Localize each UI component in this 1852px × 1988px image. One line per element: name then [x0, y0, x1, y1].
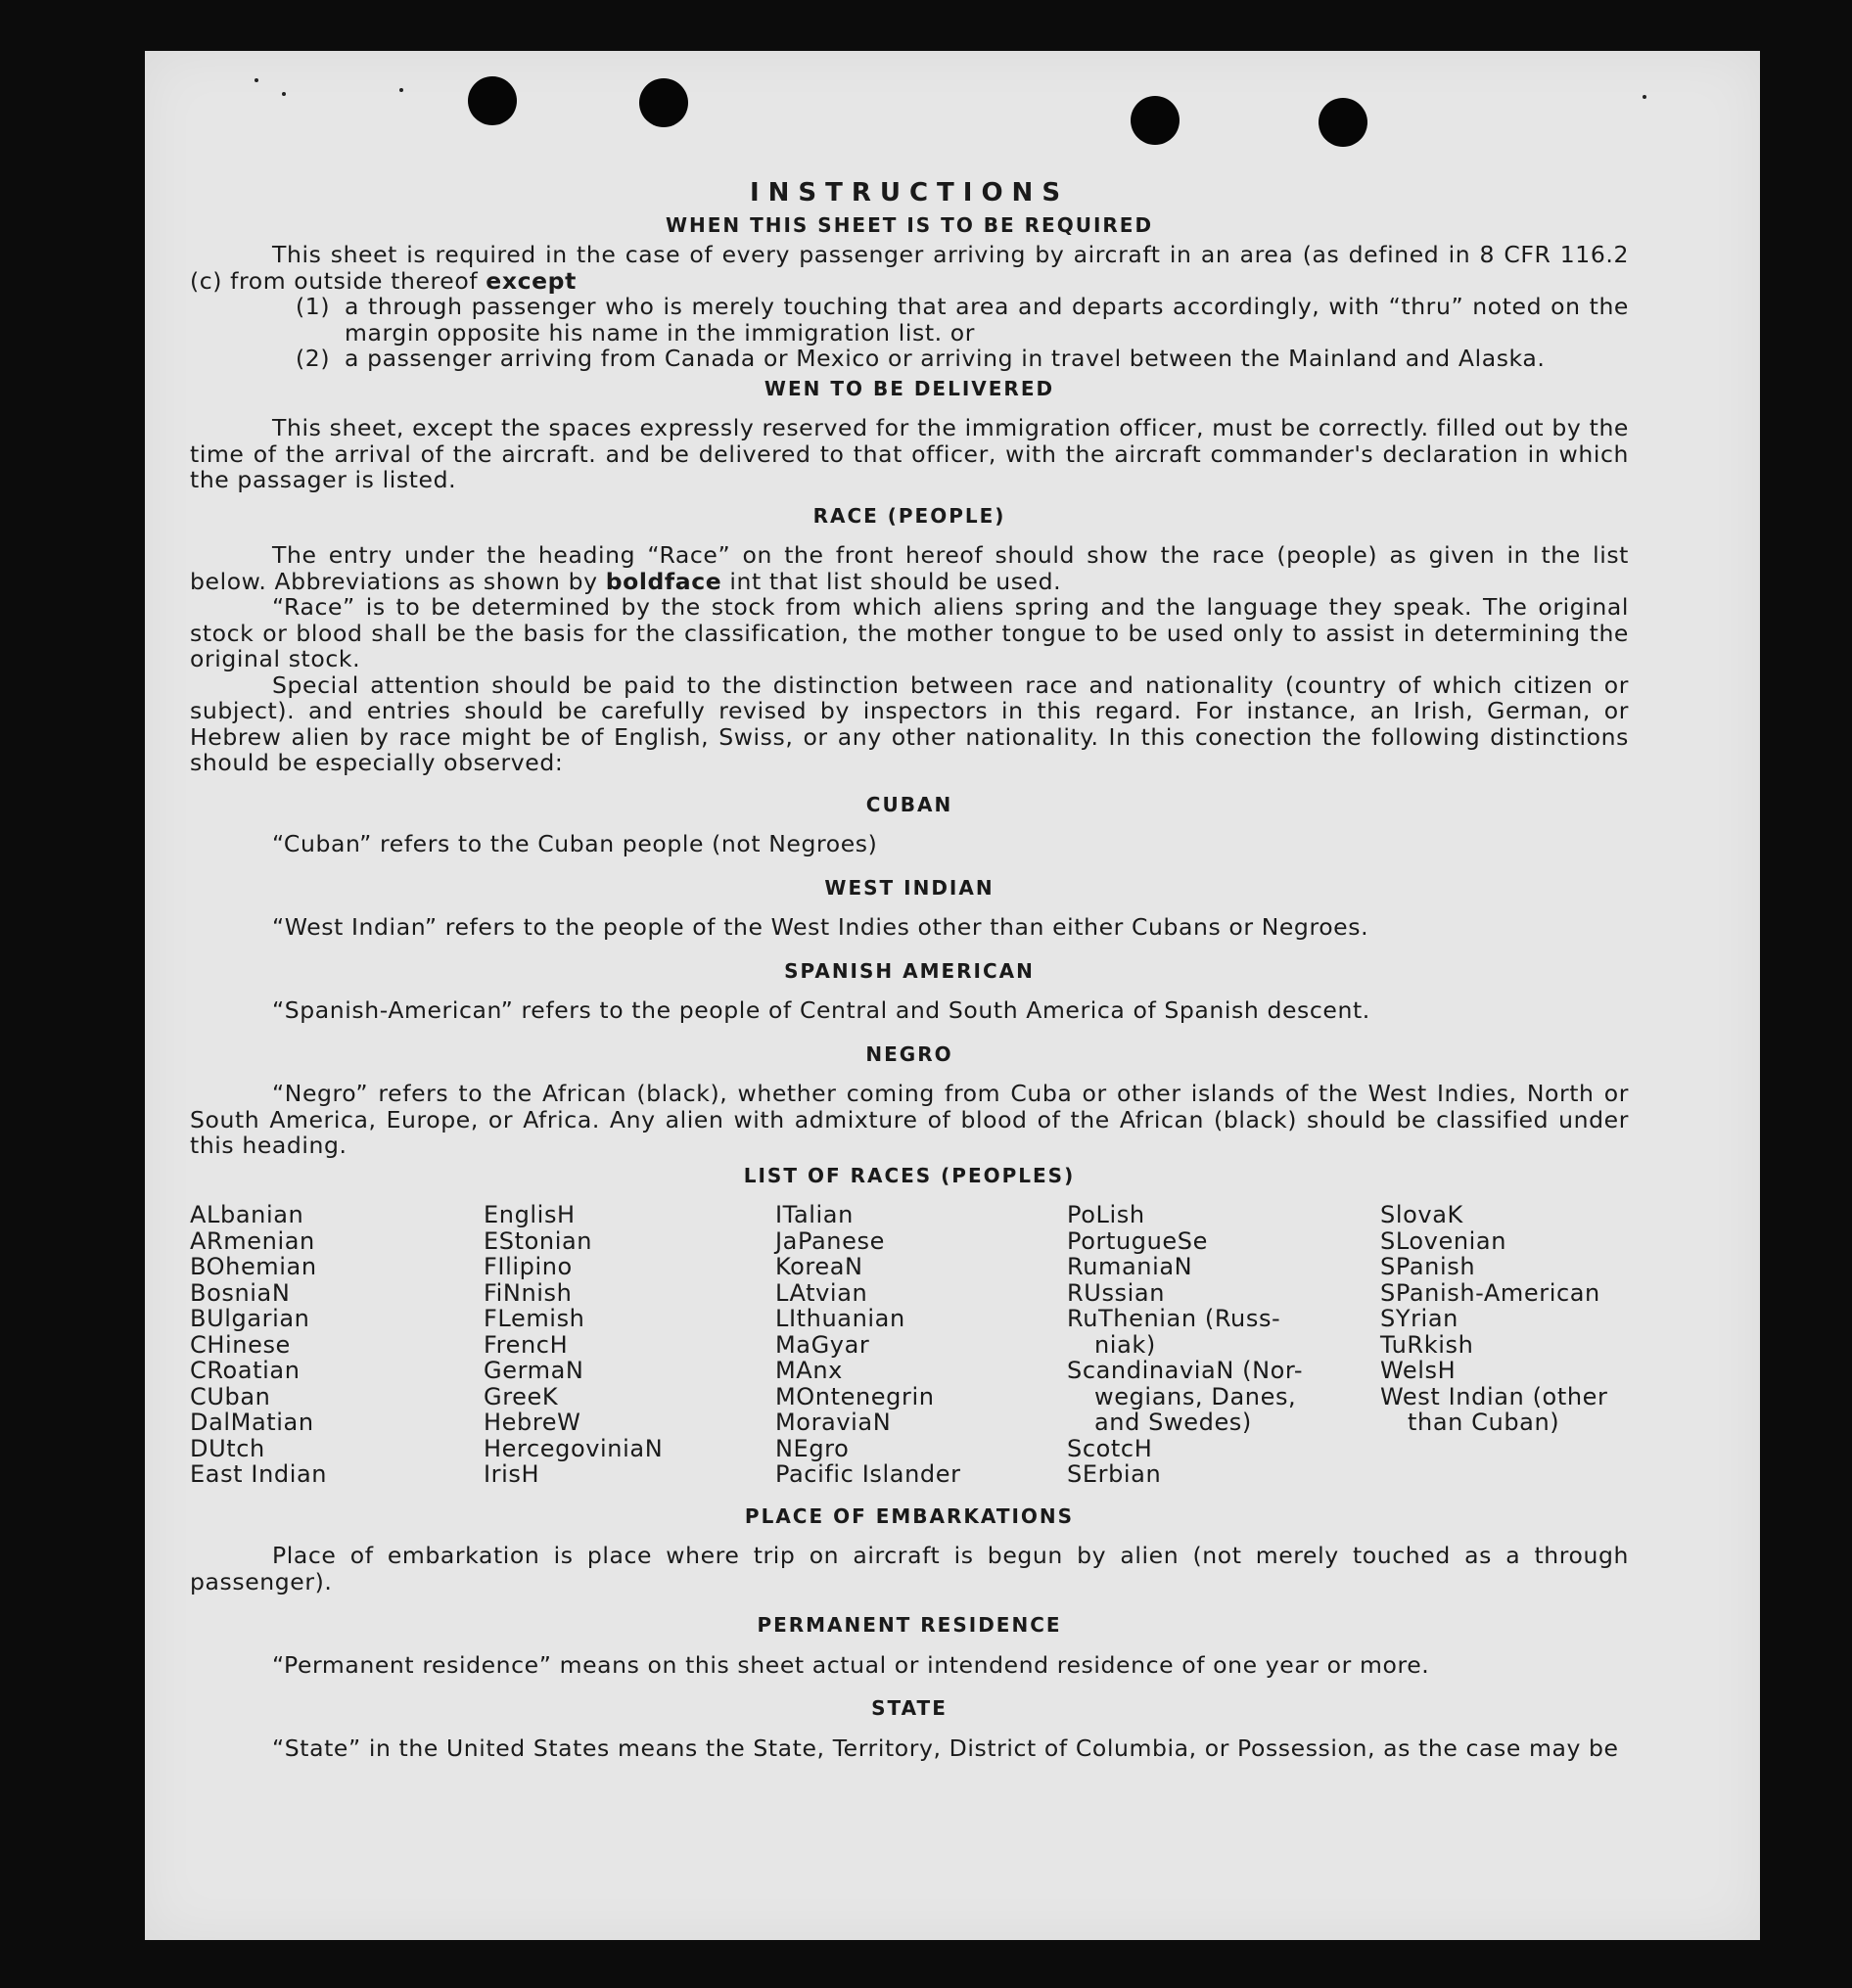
races-column: [1067, 1202, 1380, 1488]
scan-speck: [255, 78, 258, 82]
section-heading-race: RACE (PEOPLE): [812, 503, 1006, 528]
exception-item: (2) a passenger arriving from Canada or Mexico or arriving in travel between the Mainland and Alaska.: [296, 345, 1546, 372]
list-item: ALbanian: [190, 1201, 304, 1228]
list-item: MoraviaN: [775, 1409, 892, 1436]
list-item: LIthuanian: [775, 1305, 905, 1332]
list-item: RumaniaN: [1067, 1253, 1193, 1280]
list-item: FrencH: [484, 1330, 569, 1359]
list-item: BUlgarian: [190, 1305, 310, 1332]
section-heading-list: LIST OF RACES (PEOPLES): [743, 1163, 1076, 1187]
exception-item: (1) a through passenger who is merely touching that area and departs accordingly, with “thru” noted on the margin opposite his name in the immigration list. or: [296, 293, 1629, 347]
list-item: FLemish: [484, 1305, 585, 1332]
races-column: [775, 1202, 1067, 1488]
instructions-content: [190, 180, 1629, 1761]
list-item: TuRkish: [1380, 1330, 1474, 1359]
list-item: SLovenian: [1380, 1226, 1507, 1255]
list-item: IrisH: [484, 1460, 540, 1488]
list-item: DUtch: [190, 1434, 265, 1462]
races-list: [190, 1202, 1629, 1488]
section-heading-negro: NEGRO: [865, 1041, 953, 1066]
list-item: niak): [1094, 1330, 1156, 1359]
list-item: CRoatian: [190, 1357, 301, 1384]
section-heading-delivered: WEN TO BE DELIVERED: [764, 376, 1055, 400]
list-item: CUban: [190, 1382, 271, 1410]
list-item: EStonian: [484, 1226, 593, 1255]
list-item: and Swedes): [1094, 1409, 1252, 1436]
punch-hole: [468, 76, 517, 125]
list-item: HercegoviniaN: [484, 1434, 664, 1462]
punch-hole: [639, 78, 688, 127]
list-item: WelsH: [1380, 1357, 1457, 1384]
list-item: PoLish: [1067, 1201, 1145, 1228]
list-item: SPanish: [1380, 1253, 1476, 1280]
list-item: ScandinaviaN (Nor-: [1067, 1357, 1304, 1384]
list-item: MaGyar: [775, 1330, 870, 1359]
page-title: INSTRUCTIONS: [749, 178, 1070, 208]
list-item: BosniaN: [190, 1278, 291, 1307]
list-item: BOhemian: [190, 1253, 317, 1280]
punch-hole: [1131, 96, 1180, 145]
list-item: PortugueSe: [1067, 1226, 1208, 1255]
list-item: JaPanese: [775, 1226, 885, 1255]
scan-speck: [282, 92, 286, 96]
list-item: CHinese: [190, 1330, 291, 1359]
list-item: DalMatian: [190, 1409, 314, 1436]
section-heading-spanish-american: SPANISH AMERICAN: [784, 958, 1035, 983]
delivered-text: This sheet, except the spaces expressly reserved for the immigration officer, must be correctly. filled out by the time of the arrival of the aircraft. and be delivered to that officer, with the aircraft commander's declaration in which the passager is listed.: [190, 414, 1629, 493]
boldface-bold: boldface: [605, 567, 722, 595]
list-item: GreeK: [484, 1382, 559, 1410]
scan-speck: [399, 88, 403, 92]
west-indian-text: “West Indian” refers to the people of the West Indies other than either Cubans or Negroes.: [272, 913, 1369, 941]
list-item: GermaN: [484, 1357, 584, 1384]
list-item: Pacific Islander: [775, 1460, 961, 1488]
list-item: SYrian: [1380, 1305, 1458, 1332]
list-item: EnglisH: [484, 1201, 576, 1228]
scan-speck: [1643, 95, 1646, 99]
list-item: KoreaN: [775, 1253, 863, 1280]
list-item: ITalian: [775, 1201, 854, 1228]
section-heading-state: STATE: [871, 1696, 948, 1720]
punch-hole: [1319, 98, 1367, 147]
list-item: East Indian: [190, 1460, 328, 1488]
races-column: [190, 1202, 484, 1488]
races-column: [484, 1202, 775, 1488]
list-item: SErbian: [1067, 1460, 1162, 1488]
list-item: RUssian: [1067, 1278, 1166, 1307]
section-heading-residence: PERMANENT RESIDENCE: [757, 1613, 1062, 1637]
spanish-american-text: “Spanish-American” refers to the people of Central and South America of Spanish descent.: [272, 996, 1370, 1024]
residence-text: “Permanent residence” means on this sheet actual or intendend residence of one year or more.: [272, 1650, 1430, 1679]
list-item: HebreW: [484, 1409, 581, 1436]
list-item: West Indian (other: [1380, 1382, 1608, 1410]
list-item: FIlipino: [484, 1253, 573, 1280]
section-heading-embarkation: PLACE OF EMBARKATIONS: [744, 1503, 1075, 1528]
list-item: SlovaK: [1380, 1201, 1463, 1228]
cuban-text: “Cuban” refers to the Cuban people (not Negroes): [272, 830, 878, 857]
list-item: wegians, Danes,: [1094, 1382, 1297, 1410]
races-column: [1380, 1202, 1625, 1488]
list-item: MOntenegrin: [775, 1382, 935, 1410]
list-item: ScotcH: [1067, 1434, 1153, 1462]
race-paragraph-1: The entry under the heading “Race” on the front hereof should show the race (people) as given in the list below. Abbreviations as shown by boldface int that list should be used.: [190, 541, 1629, 595]
race-paragraph-2: “Race” is to be determined by the stock from which aliens spring and the language they speak. The original stock or blood shall be the basis for the classification, the mother tongue to be used only to assist in determining the original stock.: [190, 593, 1629, 672]
list-item: than Cuban): [1408, 1409, 1560, 1436]
race-paragraph-3: Special attention should be paid to the distinction between race and nationality (country of which citizen or subject). and entries should be carefully revised by inspectors in this regard. For instance, an Irish, German, or Hebrew alien by race might be of English, Swiss, or any other nationality. In this conection the following distinctions should be especially observed:: [190, 670, 1629, 776]
section-heading-cuban: CUBAN: [865, 792, 953, 816]
except-bold: except: [486, 266, 577, 295]
state-text: “State” in the United States means the State, Territory, District of Columbia, or Possession, as the case may be: [272, 1734, 1619, 1762]
list-item: NEgro: [775, 1434, 850, 1462]
list-item: RuThenian (Russ-: [1067, 1305, 1281, 1332]
section-heading-required: WHEN THIS SHEET IS TO BE REQUIRED: [665, 212, 1154, 237]
list-item: ARmenian: [190, 1226, 315, 1255]
list-item: SPanish-American: [1380, 1278, 1600, 1307]
section-heading-west-indian: WEST INDIAN: [824, 875, 995, 900]
list-item: LAtvian: [775, 1278, 868, 1307]
list-item: FiNnish: [484, 1278, 573, 1307]
list-item: MAnx: [775, 1357, 843, 1384]
negro-text: “Negro” refers to the African (black), whether coming from Cuba or other islands of the West Indies, North or South America, Europe, or Africa. Any alien with admixture of blood of the African (black) should be classified under this heading.: [190, 1080, 1629, 1159]
document-sheet: [145, 51, 1760, 1940]
required-intro: This sheet is required in the case of every passenger arriving by aircraft in an area (as defined in 8 CFR 116.2 (c) from outside thereof except: [190, 241, 1629, 295]
embarkation-text: Place of embarkation is place where trip on aircraft is begun by alien (not merely touched as a through passenger).: [190, 1542, 1629, 1595]
